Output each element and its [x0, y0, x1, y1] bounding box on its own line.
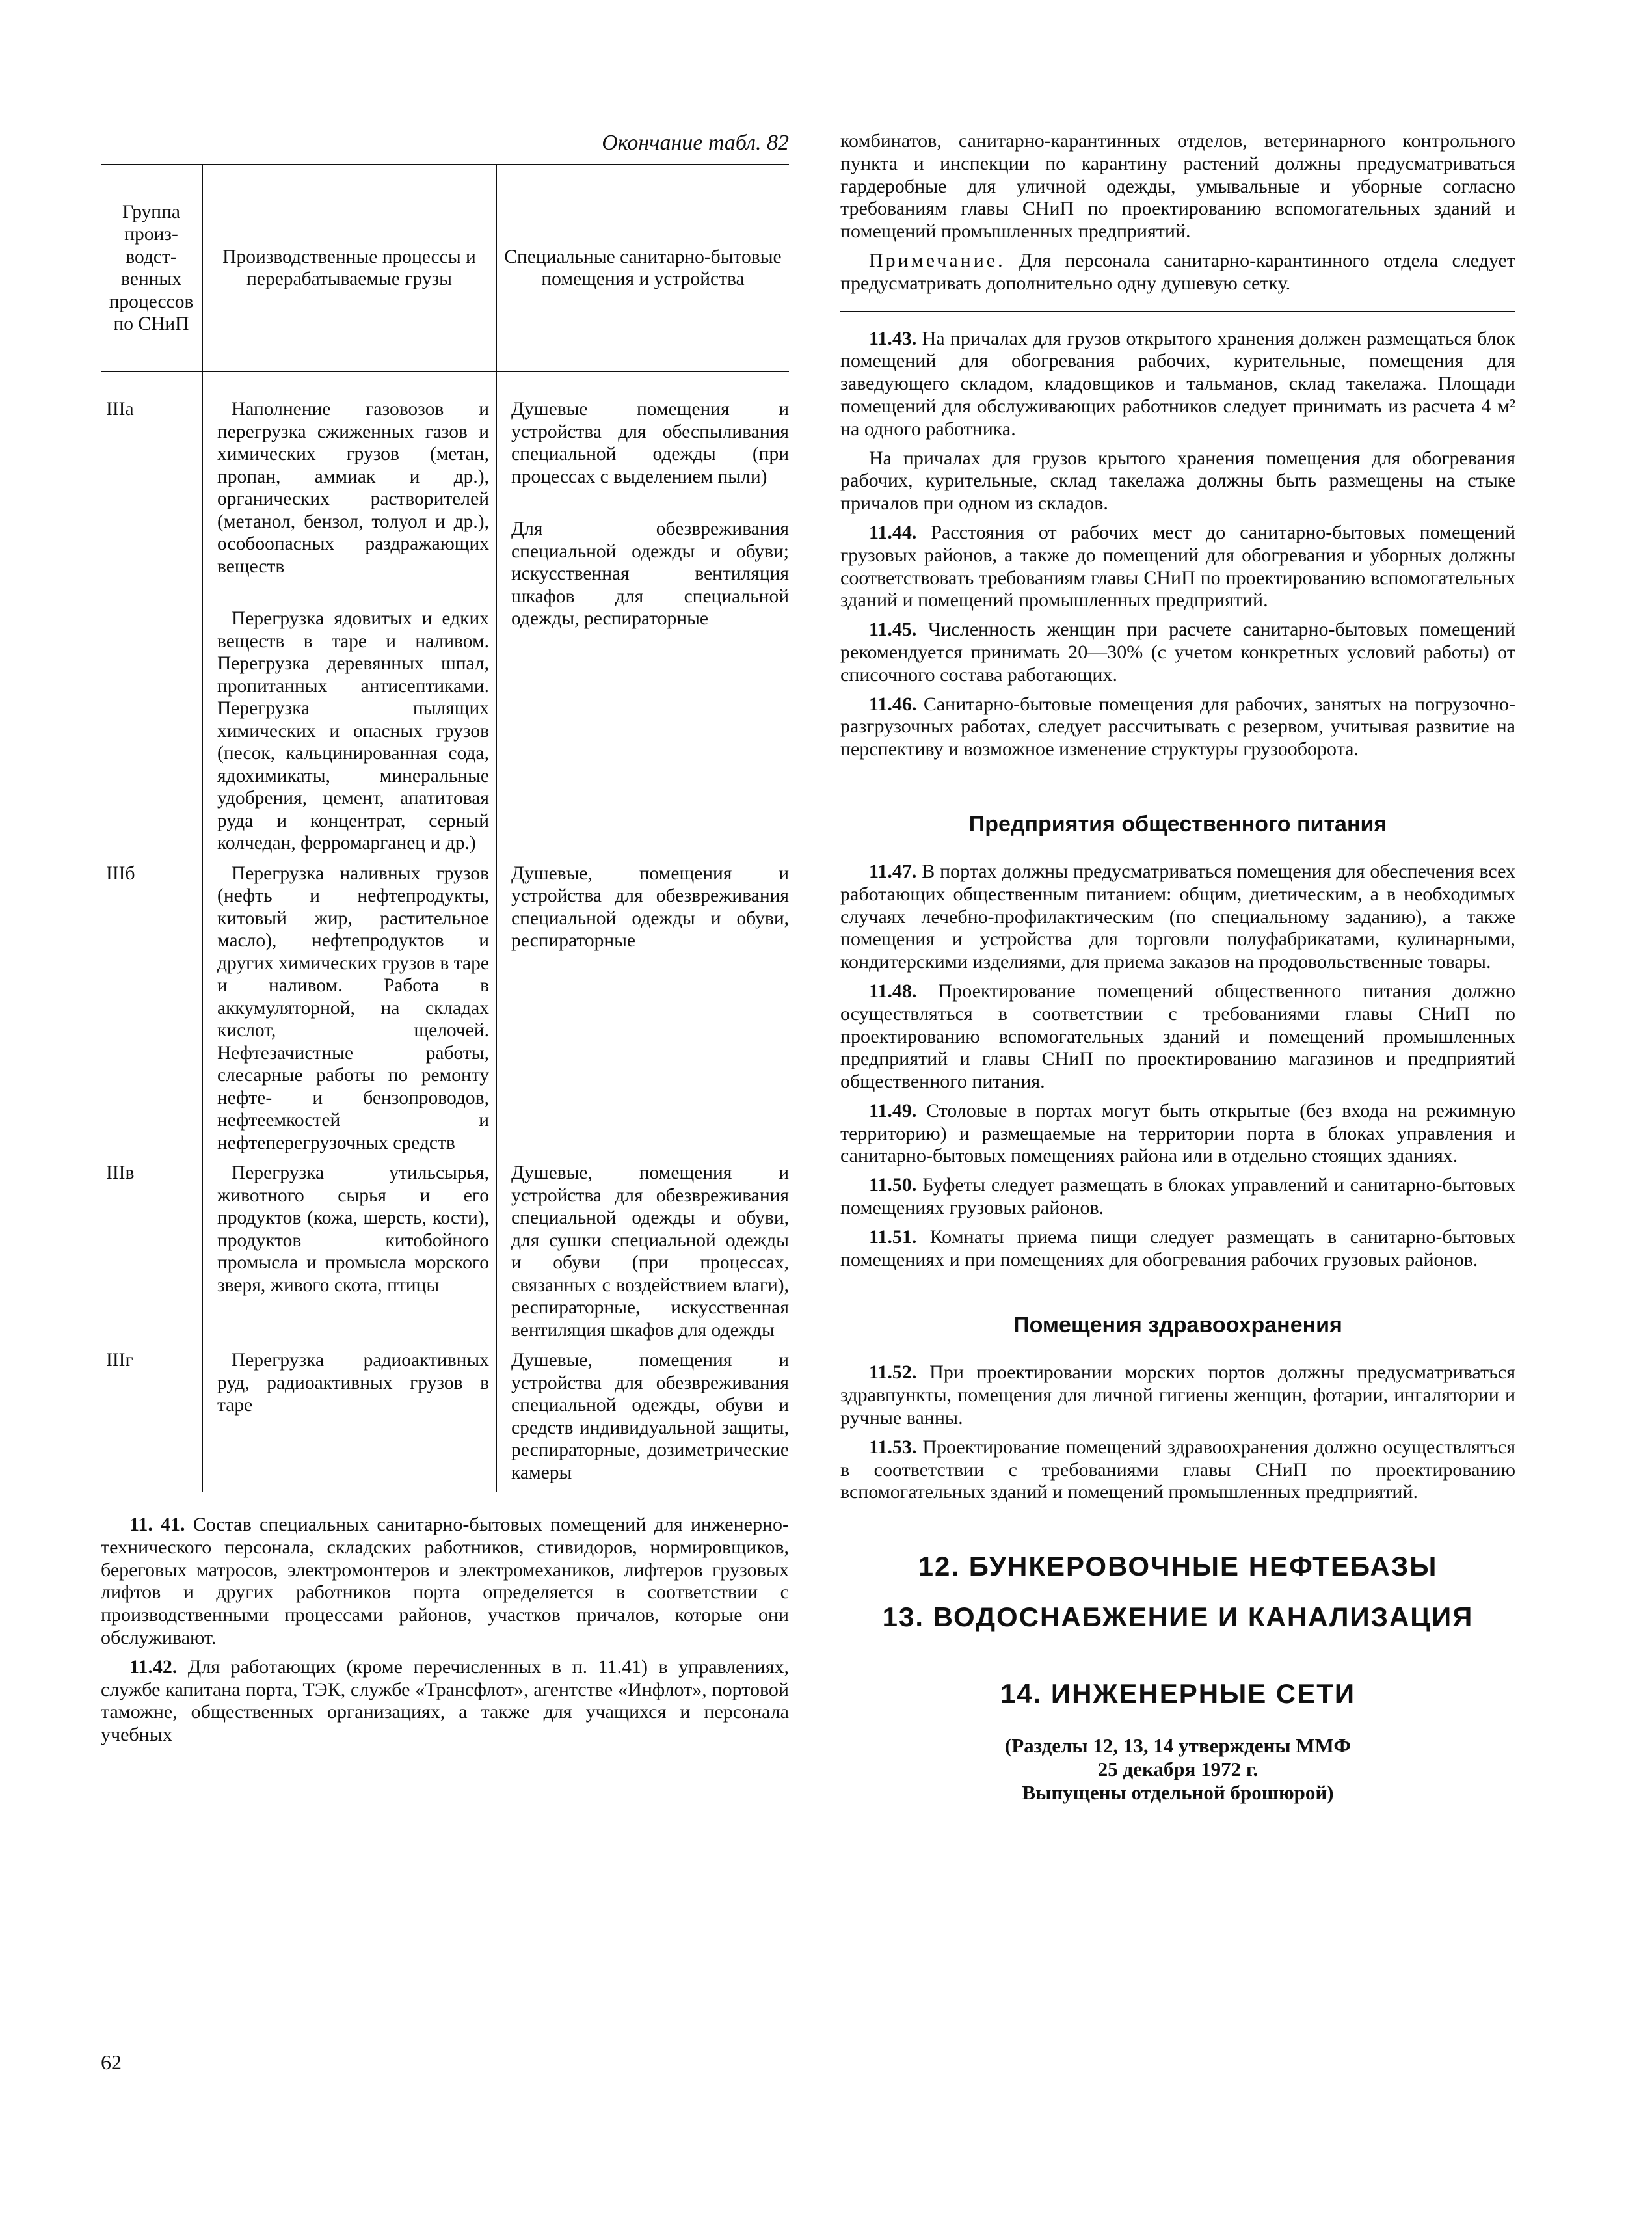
clause-number: 11.45.: [869, 619, 917, 641]
process-text: Перегрузка ядовитых и едких веществ в таре и наливом. Перегрузка деревянных шпал, пропитанных антисептиками. Перегрузка пылящих химических и опасных грузов (песок, кальцинированная сода, ядохимикаты, минеральные удобрения, цемент, апатитовая руда и концентрат, серный колчедан, ферромарганец и др.): [217, 608, 489, 853]
header-group: Группа производственных процессов по СНиП: [109, 201, 194, 334]
clause-number: 11.50.: [869, 1174, 917, 1196]
clause-paragraph: [840, 522, 1515, 612]
facility-text: Душевые, помещения и устройства для обезвреживания специальной одежды и обуви, для сушки специальной одежды и обуви (при процессах, связанных с воздействием влаги), респираторные, искусственная вентиляция шкафов для одежды: [511, 1162, 789, 1341]
table-row: [101, 371, 789, 863]
process-text: Перегрузка утильсырья, животного сырья и его продуктов (кожа, шерсть, кости), продуктов китобойного промысла и промысла морского зверя, живого скота, птицы: [217, 1162, 489, 1296]
process-cell: [202, 1349, 496, 1492]
group-cell: IIIб: [106, 863, 135, 884]
facility-text: Душевые, помещения и устройства для обезвреживания специальной одежды, обуви и средств индивидуальной защиты, респираторные, дозиметрические камеры: [511, 1350, 789, 1483]
clause-text: Состав специальных санитарно-бытовых помещений для инженерно-технического персонала, складских работников, стивидоров, нормировщиков, береговых матросов, электромонтеров и электромехаников, лифтеров грузовых лифтов и других работников порта определяется в соответствии с производственными процессами районов, участков причалов, которые они обслуживают.: [101, 1514, 789, 1648]
header-processes: Производственные процессы и перерабатываемые грузы: [202, 165, 496, 371]
clause-number: 11.46.: [869, 693, 917, 715]
facility-cell: [496, 1349, 789, 1492]
clause-number: 11.44.: [869, 521, 917, 543]
clause-paragraph: [840, 1100, 1515, 1168]
process-text: Перегрузка радиоактивных руд, радиоактивных грузов в таре: [217, 1350, 489, 1416]
clause-text: Столовые в портах могут быть открытые (без входа на режимную территорию) и размещаемые на территории порта в блоках управления и санитарно-бытовых помещениях района или в отдельно стоящих зданиях.: [840, 1099, 1516, 1167]
paragraphs-group-b: [840, 861, 1515, 1272]
clause-number: 11.47.: [869, 860, 917, 882]
table-caption: Окончание табл. 82: [602, 131, 789, 155]
group-cell: IIIа: [106, 399, 134, 420]
header-facilities: Специальные санитарно-бытовые помещения и устройства: [496, 165, 789, 371]
clause-text: Численность женщин при расчете санитарно-бытовых помещений рекомендуется принимать 20—30% (с учетом конкретных условий работы) от списочного состава работающих.: [840, 619, 1516, 686]
clause-text: В портах должны предусматриваться помещения для обеспечения всех работающих общественным питанием: общим, диетическим, а в необходимых случаях лечебно-профилактическим (по специальному заданию), а также помещения и устройства для торговли полуфабрикатами, кулинарными, кондитерскими изделиями, для приема заказов на продовольственные товары.: [840, 860, 1515, 973]
clause-number: 11. 41.: [129, 1514, 185, 1535]
process-text: Перегрузка наливных грузов (нефть и нефтепродукты, китовый жир, растительное масло), нефтепродуктов и других химических грузов в таре и наливом. Работа в аккумуляторной, на складах кислот, щелочей. Нефтезачистные работы, слесарные работы по ремонту нефте- и бензопроводов, нефтеемкостей и нефтеперегрузочных средств: [217, 863, 489, 1153]
table-row: [101, 1162, 789, 1349]
section-14-title: 14. ИНЖЕНЕРНЫЕ СЕТИ: [1000, 1678, 1356, 1710]
facility-cell: [496, 863, 789, 1162]
sanitary-table: [101, 164, 789, 1492]
process-text: Наполнение газовозов и перегрузка сжиженных газов и химических грузов (метан, пропан, аммиак и др.), органических растворителей (метанол, бензол, толуол и др.), особоопасных раздражающих веществ: [217, 399, 489, 577]
facility-cell: [496, 1162, 789, 1349]
approval-line-1: (Разделы 12, 13, 14 утверждены ММФ: [1004, 1734, 1352, 1758]
section-12-title: 12. БУНКЕРОВОЧНЫЕ НЕФТЕБАЗЫ: [918, 1551, 1438, 1582]
note-label: Примечание.: [869, 249, 1006, 271]
clause-number: 11.53.: [869, 1436, 917, 1458]
clause-text: Санитарно-бытовые помещения для рабочих, занятых на погрузочно-разгрузочных работах, следует рассчитывать с резервом, учитывая развитие на перспективу и возможное изменение структуры грузооборота.: [840, 693, 1516, 760]
clause-paragraph: [840, 619, 1515, 686]
group-cell: IIIв: [106, 1162, 135, 1183]
table-body: [101, 371, 789, 1492]
table-row: [101, 863, 789, 1162]
table-header: [101, 165, 789, 371]
clause-text: Комнаты приема пищи следует размещать в санитарно-бытовых помещениях и при помещениях для обогревания рабочих грузовых районов.: [840, 1226, 1515, 1270]
note-paragraph: [840, 250, 1515, 295]
left-column: [101, 130, 789, 1753]
clause-text: Проектирование помещений здравоохранения должно осуществляться в соответствии с требованиями главы СНиП по проектированию вспомогательных зданий и помещений промышленных предприятий.: [840, 1436, 1515, 1503]
left-paragraphs: [101, 1514, 789, 1747]
clause-paragraph: [101, 1656, 789, 1747]
continuation-paragraph: комбинатов, санитарно-карантинных отделов, ветеринарного контрольного пункта и инспекции по карантину растений должны предусматриваться гардеробные для уличной одежды, умывальные и уборные согласно требованиям главы СНиП по проектированию вспомогательных зданий и помещений промышленных предприятий.: [840, 130, 1515, 243]
table-row: [101, 1349, 789, 1492]
clause-text: Для работающих (кроме перечисленных в п. 11.41) в управлениях, службе капитана порта, ТЭК, службе «Трансфлот», агентстве «Инфлот», портовой таможне, общественных организациях, а также для учащихся и персонала учебных: [101, 1656, 790, 1746]
clause-paragraph: [840, 448, 1515, 515]
approval-line-3: Выпущены отдельной брошюрой): [1022, 1781, 1334, 1805]
facility-text: Для обезвреживания специальной одежды и обуви; искусственная вентиляция шкафов для специальной одежды, респираторные: [511, 518, 789, 629]
clause-number: 11.43.: [869, 327, 917, 349]
note-divider: [840, 311, 1515, 312]
process-cell: [202, 371, 496, 863]
clause-paragraph: [840, 1436, 1515, 1504]
clause-number: 11.42.: [129, 1656, 178, 1678]
process-cell: [202, 1162, 496, 1349]
process-cell: [202, 863, 496, 1162]
paragraphs-group-c: [840, 1362, 1515, 1504]
approval-note: [840, 1734, 1515, 1805]
group-cell: IIIг: [106, 1350, 133, 1371]
clause-number: 11.48.: [869, 980, 917, 1002]
clause-text: Проектирование помещений общественного питания должно осуществляться в соответствии с требованиями главы СНиП по проектированию вспомогательных зданий и помещений промышленных предприятий и главы СНиП по проектированию магазинов и предприятий общественного питания.: [840, 980, 1516, 1093]
facility-cell: [496, 371, 789, 863]
clause-text: Буфеты следует размещать в блоках управлений и санитарно-бытовых помещениях грузовых районов.: [840, 1174, 1516, 1219]
paragraphs-group-a: [840, 328, 1515, 761]
clause-text: На причалах для грузов крытого хранения помещения для обогревания рабочих, курительные, склад такелажа должны быть размещены на стыке причалов при одном из складов.: [840, 447, 1515, 515]
clause-paragraph: [840, 328, 1515, 441]
clause-number: 11.51.: [869, 1226, 917, 1248]
facility-text: Душевые, помещения и устройства для обезвреживания специальной одежды и обуви, респираторные: [511, 863, 789, 951]
heading-catering: Предприятия общественного питания: [968, 811, 1387, 837]
clause-paragraph: [840, 693, 1515, 761]
note-text: Для персонала санитарно-карантинного отдела следует предусматривать дополнительно одну душевую сетку.: [840, 249, 1516, 294]
clause-paragraph: [840, 980, 1515, 1094]
clause-text: При проектировании морских портов должны предусматриваться здравпункты, помещения для личной гигиены женщин, фотарии, ингалятории и ручные ванны.: [840, 1362, 1516, 1429]
clause-paragraph: [840, 1226, 1515, 1272]
clause-text: На причалах для грузов открытого хранения должен размещаться блок помещений для обогревания рабочих, курительные, помещения для заведующего складом, кладовщиков и тальманов, склад такелажа. Площади помещений для обслуживающих работников следует принимать из расчета 4 м² на одного работника.: [840, 327, 1516, 440]
clause-paragraph: [840, 861, 1515, 974]
clause-paragraph: [840, 1362, 1515, 1429]
clause-text: Расстояния от рабочих мест до санитарно-бытовых помещений грузовых районов, а также до помещений для обогревания и уборных должны соответствовать требованиям главы СНиП по проектированию вспомогательных зданий и помещений промышленных предприятий.: [840, 521, 1515, 611]
heading-healthcare: Помещения здравоохранения: [1013, 1313, 1342, 1338]
clause-paragraph: [101, 1514, 789, 1650]
page-number: 62: [101, 2050, 122, 2074]
section-13-title: 13. ВОДОСНАБЖЕНИЕ И КАНАЛИЗАЦИЯ: [882, 1602, 1474, 1633]
clause-paragraph: [840, 1174, 1515, 1220]
approval-line-2: 25 декабря 1972 г.: [1097, 1758, 1259, 1781]
right-column: [840, 130, 1515, 1805]
clause-number: 11.52.: [869, 1362, 917, 1384]
clause-number: 11.49.: [869, 1099, 917, 1121]
facility-text: Душевые помещения и устройства для обеспыливания специальной одежды (при процессах с выделением пыли): [511, 399, 789, 487]
